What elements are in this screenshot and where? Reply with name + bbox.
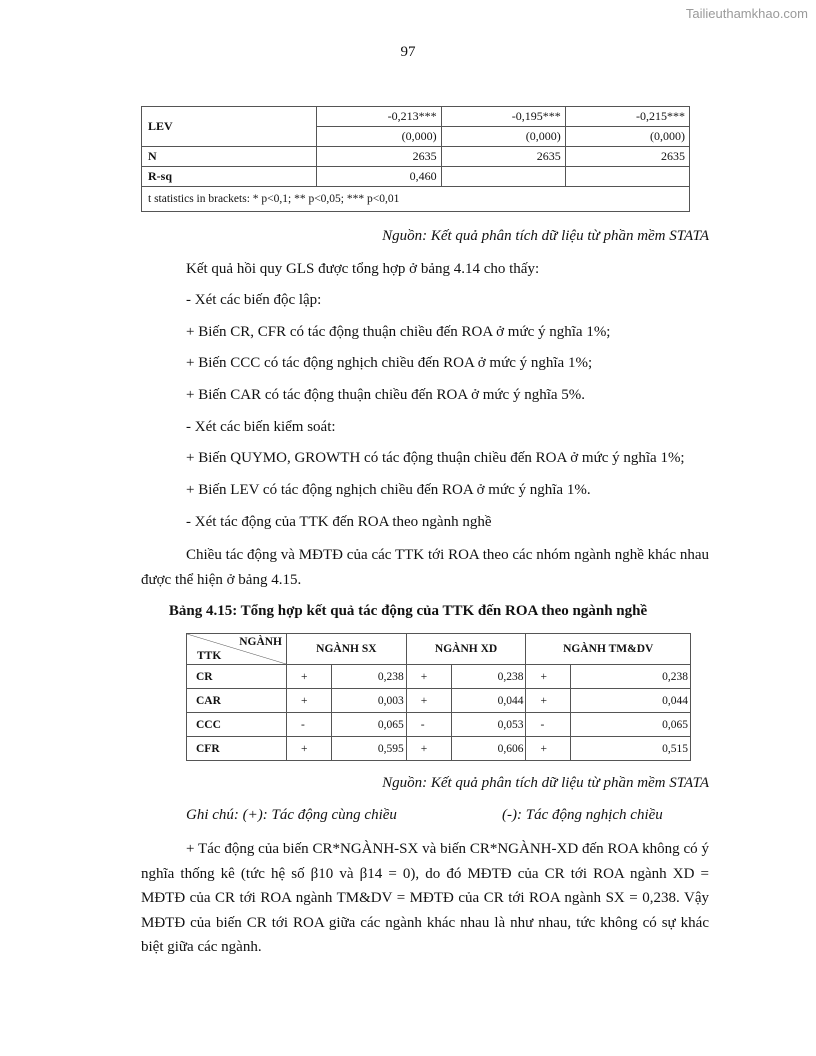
- paragraph: + Biến CAR có tác động thuận chiều đến ROA ở mức ý nghĩa 5%.: [186, 387, 586, 403]
- table-header-row: [187, 634, 691, 665]
- table-row: [187, 689, 691, 713]
- value-cell: 0,065: [571, 713, 691, 737]
- legend-note: [186, 807, 706, 824]
- source-note: Nguồn: Kết quả phân tích dữ liệu từ phần mềm STATA: [382, 228, 709, 244]
- table-row: [187, 713, 691, 737]
- value-cell: 0,238: [571, 665, 691, 689]
- paragraph: + Biến CCC có tác động nghịch chiều đến ROA ở mức ý nghĩa 1%;: [186, 355, 593, 371]
- table-row: [142, 147, 690, 167]
- paragraph: - Xét các biến độc lập:: [186, 292, 322, 308]
- page-number: 97: [400, 44, 416, 60]
- note-negative: (-): Tác động nghịch chiều: [502, 807, 663, 823]
- source-note: Nguồn: Kết quả phân tích dữ liệu từ phần mềm STATA: [382, 775, 709, 791]
- value-cell: 0,515: [571, 737, 691, 761]
- table-cell: -0,215***: [565, 107, 689, 127]
- sign-cell: +: [287, 689, 332, 713]
- sign-cell: +: [287, 665, 332, 689]
- table-cell: -0,195***: [441, 107, 565, 127]
- table-cell: -0,213***: [317, 107, 441, 127]
- value-cell: 0,238: [451, 665, 526, 689]
- value-cell: 0,606: [451, 737, 526, 761]
- corner-top-label: NGÀNH: [239, 636, 282, 648]
- paragraph: - Xét tác động của TTK đến ROA theo ngành nghề: [186, 514, 492, 530]
- value-cell: 0,044: [451, 689, 526, 713]
- table-row: [187, 737, 691, 761]
- table-row: [187, 665, 691, 689]
- table-cell: 2635: [441, 147, 565, 167]
- table-row: [142, 167, 690, 187]
- sign-cell: +: [406, 737, 451, 761]
- sign-cell: +: [526, 689, 571, 713]
- table-cell: (0,000): [317, 127, 441, 147]
- table-cell: (0,000): [565, 127, 689, 147]
- paragraph: + Biến QUYMO, GROWTH có tác động thuận chiều đến ROA ở mức ý nghĩa 1%;: [186, 450, 685, 466]
- corner-cell: [187, 634, 287, 665]
- row-label: R-sq: [142, 167, 317, 187]
- corner-bottom-label: TTK: [197, 650, 222, 662]
- table-cell: 0,460: [317, 167, 441, 187]
- row-label: LEV: [142, 107, 317, 147]
- sign-cell: +: [526, 737, 571, 761]
- paragraph: - Xét các biến kiểm soát:: [186, 419, 336, 435]
- sign-cell: +: [526, 665, 571, 689]
- paragraph: Kết quả hồi quy GLS được tổng hợp ở bảng 4.14 cho thấy:: [186, 261, 540, 277]
- value-cell: 0,065: [332, 713, 407, 737]
- row-label: CAR: [187, 689, 287, 713]
- table-cell: 2635: [317, 147, 441, 167]
- sign-cell: +: [287, 737, 332, 761]
- table-row: [142, 187, 690, 212]
- value-cell: 0,053: [451, 713, 526, 737]
- sign-cell: -: [406, 713, 451, 737]
- table-cell: (0,000): [441, 127, 565, 147]
- sign-cell: +: [406, 689, 451, 713]
- table-row: [142, 107, 690, 127]
- paragraph: Chiều tác động và MĐTĐ của các TTK tới ROA theo các nhóm ngành nghề khác nhau được thể hiện ở bảng 4.15.: [141, 547, 709, 588]
- note-positive: Ghi chú: (+): Tác động cùng chiều: [186, 807, 397, 823]
- paragraph: + Biến LEV có tác động nghịch chiều đến ROA ở mức ý nghĩa 1%.: [186, 482, 591, 498]
- row-label: CFR: [187, 737, 287, 761]
- table-note: t statistics in brackets: * p<0,1; ** p<0,05; *** p<0,01: [142, 187, 690, 212]
- sign-cell: -: [287, 713, 332, 737]
- paragraph: + Tác động của biến CR*NGÀNH-SX và biến CR*NGÀNH-XD đến ROA không có ý nghĩa thống kê (tức hệ số β10 và β14 = 0), do đó MĐTĐ của CR tới ROA ngành XD = MĐTĐ của CR tới ROA ngành TM&DV = MĐTĐ của CR tới ROA ngành SX = 0,238. Vậy MĐTĐ của biến CR tới ROA giữa các ngành khác nhau là như nhau, tức không có sự khác biệt giữa các ngành.: [141, 841, 709, 955]
- paragraph: + Biến CR, CFR có tác động thuận chiều đến ROA ở mức ý nghĩa 1%;: [186, 324, 611, 340]
- table-cell: [565, 167, 689, 187]
- regression-table: [141, 106, 690, 212]
- column-header: NGÀNH SX: [287, 634, 407, 665]
- watermark: Tailieuthamkhao.com: [685, 6, 808, 21]
- value-cell: 0,003: [332, 689, 407, 713]
- table-cell: 2635: [565, 147, 689, 167]
- table-cell: [441, 167, 565, 187]
- industry-table: [186, 633, 691, 761]
- table-caption: Bảng 4.15: Tổng hợp kết quả tác động của TTK đến ROA theo ngành nghề: [168, 603, 648, 619]
- row-label: CR: [187, 665, 287, 689]
- row-label: CCC: [187, 713, 287, 737]
- column-header: NGÀNH TM&DV: [526, 634, 691, 665]
- column-header: NGÀNH XD: [406, 634, 526, 665]
- row-label: N: [142, 147, 317, 167]
- value-cell: 0,044: [571, 689, 691, 713]
- value-cell: 0,238: [332, 665, 407, 689]
- sign-cell: +: [406, 665, 451, 689]
- value-cell: 0,595: [332, 737, 407, 761]
- sign-cell: -: [526, 713, 571, 737]
